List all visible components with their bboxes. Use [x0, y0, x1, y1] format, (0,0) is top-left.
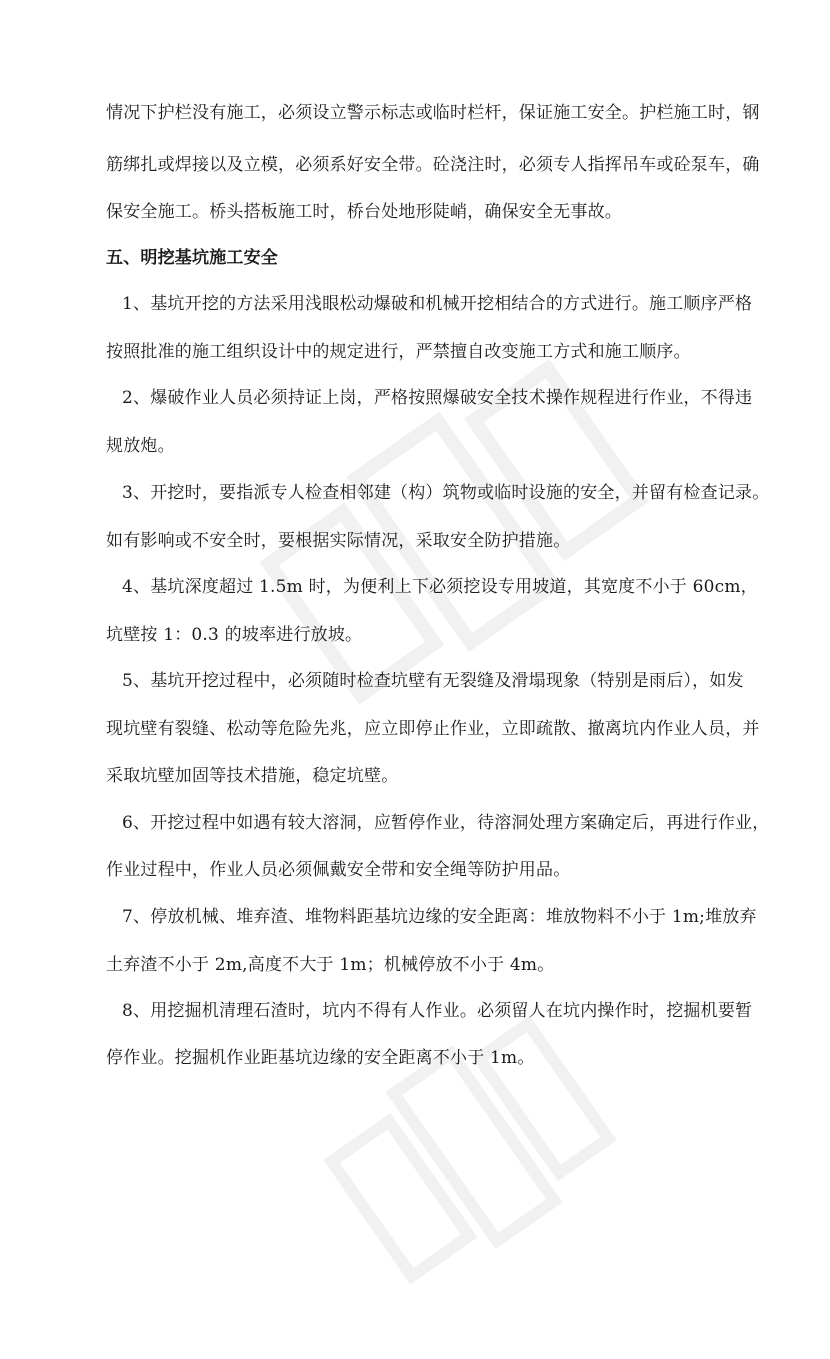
item5-line2: 现坑壁有裂缝、松动等危险先兆，应立即停止作业，立即疏散、撤离坑内作业人员，并: [106, 719, 760, 739]
item4-line1: 4、基坑深度超过 1.5m 时，为便利上下必须挖设专用坡道，其宽度不小于 60cm，: [122, 577, 758, 597]
item2-line1: 2、爆破作业人员必须持证上岗，严格按照爆破安全技术操作规程进行作业，不得违: [122, 388, 753, 408]
section-heading: 五、明挖基坑施工安全: [106, 248, 278, 268]
item8-line1: 8、用挖掘机清理石渣时，坑内不得有人作业。必须留人在坑内操作时，挖掘机要暂: [122, 1001, 753, 1021]
para1-line3: 保安全施工。桥头搭板施工时，桥台处地形陡峭，确保安全无事故。: [106, 202, 622, 222]
item4-line2: 坑壁按 1：0.3 的坡率进行放坡。: [106, 625, 363, 645]
item3-line1: 3、开挖时，要指派专人检查相邻建（构）筑物或临时设施的安全，并留有检查记录。: [122, 483, 770, 503]
item1-line1: 1、基坑开挖的方法采用浅眼松动爆破和机械开挖相结合的方式进行。施工顺序严格: [122, 294, 753, 314]
item5-line1: 5、基坑开挖过程中，必须随时检查坑壁有无裂缝及滑塌现象（特别是雨后），如发: [122, 671, 744, 691]
item6-line1: 6、开挖过程中如遇有较大溶洞，应暂停作业，待溶洞处理方案确定后，再进行作业，: [122, 813, 770, 833]
item3-line2: 如有影响或不安全时，要根据实际情况，采取安全防护措施。: [106, 531, 571, 551]
item8-line2: 停作业。挖掘机作业距基坑边缘的安全距离不小于 1m。: [106, 1048, 535, 1068]
item7-line2: 土弃渣不小于 2m,高度不大于 1m；机械停放不小于 4m。: [106, 955, 555, 975]
item7-line1: 7、停放机械、堆弃渣、堆物料距基坑边缘的安全距离：堆放物料不小于 1m;堆放弃: [122, 907, 757, 927]
para1-line1: 情况下护栏没有施工，必须设立警示标志或临时栏杆，保证施工安全。护栏施工时，钢: [106, 103, 760, 123]
item1-line2: 按照批准的施工组织设计中的规定进行，严禁擅自改变施工方式和施工顺序。: [106, 342, 691, 362]
item5-line3: 采取坑壁加固等技术措施，稳定坑壁。: [106, 766, 399, 786]
para1-line2: 筋绑扎或焊接以及立模，必须系好安全带。砼浇注时，必须专人指挥吊车或砼泵车，确: [106, 155, 760, 175]
item6-line2: 作业过程中，作业人员必须佩戴安全带和安全绳等防护用品。: [106, 860, 571, 880]
item2-line2: 规放炮。: [106, 436, 175, 456]
